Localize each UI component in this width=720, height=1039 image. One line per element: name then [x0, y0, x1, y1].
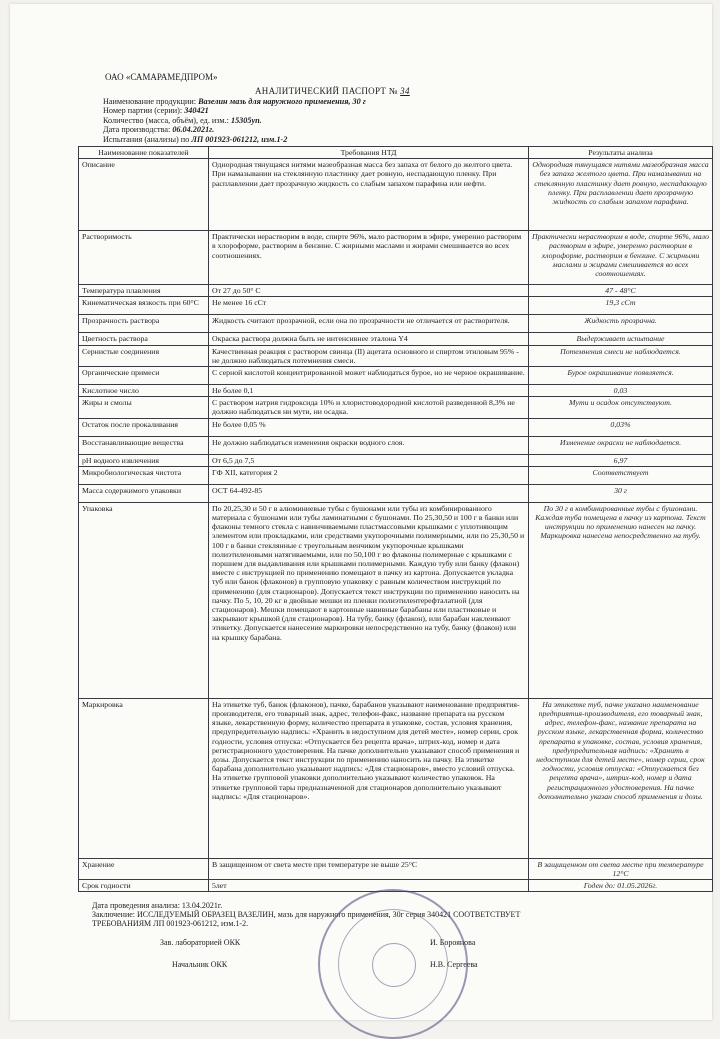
table-row — [79, 315, 713, 333]
row-name-cell: Маркировка — [79, 698, 209, 858]
meta-label: Испытания (анализы) по — [103, 134, 190, 144]
row-requirement-cell: По 20,25,30 и 50 г в алюминиевые тубы с бушонами или тубы из комбинированного материала с бушонами или тубы ламинатными с бушонами. По 25,30,50 и 100 г в банки или флаконы темного стекла с навинчиваемыми пластмассовыми крышками с уплотняющим элементом или прокладками, или средствами укупорочными полимерными, или по 25,30,50 и 100 г в банки стеклянные с треугольным венчиком укупорочные крышками полиэтиленовыми натягиваемыми, или по 50,100 г во флаконы полимерные с крышками с поршнем для выдавливания или крышками полимерными. Каждую тубу или банку (флакон) вместе с инструкцией по применению помещают в пачку из картона. Допускается укладка туб или банок (флаконов) в групповую упаковку с равным количеством инструкций по применению (для стационаров). Допускается текст инструкции по применению наносить на пачку. По 5, 10, 20 кг в двойные мешки из пленки полиэтилентерефталатной (для стационаров). Мешки помещают в картонные навивные барабаны или пластиковые и закрывают крышкой (для стационаров). На тубу, банку (флакон), или барабан наклеивают этикетку. Допускается нанесение маркировки непосредственно на тубу, банку (флакон) или на крышку барабана. — [209, 502, 529, 698]
meta-qty — [103, 116, 366, 125]
table-row — [79, 502, 713, 698]
row-name-cell: Восстанавливающие вещества — [79, 436, 209, 454]
row-name-cell: Кислотное число — [79, 385, 209, 397]
row-requirement-cell: С серной кислотой концентрированной может наблюдаться бурое, но не черное окрашивание. — [209, 367, 529, 385]
row-name-cell: Кинематическая вязкость при 60°С — [79, 297, 209, 315]
conclusion-line-2: ТРЕБОВАНИЯМ ЛП 001923-061212, изм.1-2. — [92, 919, 249, 928]
meta-value: 15305уп. — [230, 115, 262, 125]
product-meta — [103, 97, 366, 144]
row-result-cell: 0,03% — [529, 418, 713, 436]
row-result-cell: Мути и осадок отсутствуют. — [529, 397, 713, 418]
row-requirement-cell: Не более 0,05 % — [209, 418, 529, 436]
meta-label: Количество (масса, объём), ед. изм.: — [103, 115, 229, 125]
meta-label: Дата производства: — [103, 125, 171, 135]
meta-batch — [103, 106, 366, 115]
table-row — [79, 436, 713, 454]
row-requirement-cell: Окраска раствора должна быть не интенсивнее эталона Y4 — [209, 333, 529, 345]
table-row — [79, 159, 713, 231]
meta-value: ЛП 001923-061212, изм.1-2 — [191, 134, 288, 144]
row-result-cell: Бурое окрашивание появляется. — [529, 367, 713, 385]
meta-label: Наименование продукции: — [103, 97, 197, 106]
table-row — [79, 454, 713, 466]
row-result-cell: Годен до: 01.05.2026г. — [529, 880, 713, 892]
header-cell: Требования НТД — [209, 147, 529, 159]
lab-head-name: И. Бороянова — [430, 938, 476, 947]
row-requirement-cell: Качественная реакция с раствором свинца (II) ацетата основного и спиртом этиловым 95% - не должно наблюдаться потемнения смеси. — [209, 345, 529, 366]
meta-product — [103, 97, 366, 106]
table-row — [79, 466, 713, 484]
row-result-cell: 19,3 сСт — [529, 297, 713, 315]
title-text: АНАЛИТИЧЕСКИЙ ПАСПОРТ № — [255, 86, 398, 96]
lab-head-label: Зав. лабораторией ОКК — [160, 938, 241, 947]
header-cell: Результаты анализа — [529, 147, 713, 159]
row-requirement-cell: С раствором натрия гидроксида 10% и хлористоводородной кислотой разведенной 8,3% не должно наблюдаться ни мути, ни осадка. — [209, 397, 529, 418]
row-name-cell: Масса содержимого упаковки — [79, 484, 209, 502]
table-row — [79, 297, 713, 315]
row-name-cell: Сернистые соединения — [79, 345, 209, 366]
row-name-cell: Остаток после прокаливания — [79, 418, 209, 436]
table-row — [79, 397, 713, 418]
row-name-cell: Срок годности — [79, 880, 209, 892]
row-requirement-cell: Жидкость считают прозрачной, если она по прозрачности не отличается от растворителя. — [209, 315, 529, 333]
row-result-cell: По 30 г в комбинированные тубы с бушонами. Каждая туба помещена в пачку из картона. Текст инструкции по применению нанесен на пачку. Маркировка нанесена непосредственно на тубу. — [529, 502, 713, 698]
row-name-cell: Прозрачность раствора — [79, 315, 209, 333]
row-name-cell: Органические примеси — [79, 367, 209, 385]
row-requirement-cell: Практически нерастворим в воде, спирте 96%, мало растворим в эфире, умеренно растворим в хлороформе, растворим в бензине. С жирными маслами и жирами смешивается во всех соотношениях. — [209, 231, 529, 285]
row-requirement-cell: 5лет — [209, 880, 529, 892]
meta-label: Номер партии (серии): — [103, 106, 183, 116]
row-requirement-cell: От 6,5 до 7,5 — [209, 454, 529, 466]
row-result-cell: 30 г — [529, 484, 713, 502]
row-result-cell: Жидкость прозрачна. — [529, 315, 713, 333]
table-row — [79, 333, 713, 345]
analysis-date: Дата проведения анализа: 13.04.2021г. — [92, 901, 223, 910]
table-header-row — [79, 147, 713, 159]
table-row — [79, 345, 713, 366]
title-number: 34 — [400, 86, 410, 96]
table-row — [79, 418, 713, 436]
header-cell: Наименование показателей — [79, 147, 209, 159]
row-result-cell: Практически нерастворим в воде, спирте 96%, мало растворим в эфире, умеренно растворим в хлороформе, растворим в бензине. С жирными маслами и жирами смешивается во всех соотношениях. — [529, 231, 713, 285]
meta-value: Вазелин мазь для наружного применения, 30 г — [198, 97, 366, 106]
row-result-cell: Выдерживает испытание — [529, 333, 713, 345]
row-result-cell: 6,97 — [529, 454, 713, 466]
row-name-cell: Описание — [79, 159, 209, 231]
row-requirement-cell: На этикетке туб, банок (флаконов), пачке, барабанов указывают наименование предприятия-производителя, его товарный знак, адрес, телефон-факс, название препарата на русском языке, лекарственную форму, количество препарата в упаковке, состав, условия хранения, предупредительную надпись: «Хранить в недоступном для детей месте», номер серии, срок годности, условия отпуска: «Отпускается без рецепта врача», штрих-код, номер и дата регистрационного удостоверения. На пачке дополнительно указывают способ применения и дозы. Допускается текст инструкции по применению наносить на пачку. На этикетке барабана дополнительно указывают надпись: «Для стационаров», вместо условий отпуска. На этикетке групповой упаковки дополнительно указывают количество упаковок. На этикетке групповой тары предназначенной для стационаров дополнительно указывают надпись: «Для стационаров». — [209, 698, 529, 858]
table-row — [79, 385, 713, 397]
row-result-cell: Соответствует — [529, 466, 713, 484]
row-requirement-cell: В защищенном от света месте при температуре не выше 25°С — [209, 858, 529, 879]
table-row — [79, 484, 713, 502]
row-requirement-cell: От 27 до 50° С — [209, 285, 529, 297]
table-row — [79, 858, 713, 879]
okk-head-label: Начальник ОКК — [172, 960, 228, 969]
row-result-cell: На этикетке туб, пачке указано наименование предприятия-производителя, его товарный знак, адрес, телефон-факс, название препарата на русском языке, лекарственная форма, количество препарата в упаковке, состав, условия хранения, предупредительная надпись: «Хранить в недоступном для детей месте», номер серии, срок годности, условия отпуска: «Отпускается без рецепта врача», штрих-код, номер и дата регистрационного удостоверения. На пачке дополнительно указан способ применения и дозы. — [529, 698, 713, 858]
table-row — [79, 285, 713, 297]
meta-value: 340421 — [184, 106, 209, 116]
row-requirement-cell: Не более 0,1 — [209, 385, 529, 397]
table-row — [79, 367, 713, 385]
conclusion-line-1: Заключение: ИССЛЕДУЕМЫЙ ОБРАЗЕЦ ВАЗЕЛИН, мазь для наружного применения, 30г серия 340421 СООТВЕТСТВУЕТ — [92, 910, 521, 919]
row-result-cell: В защищенном от света месте при температуре 12°С — [529, 858, 713, 879]
meta-tests — [103, 135, 366, 144]
row-name-cell: Жиры и смолы — [79, 397, 209, 418]
meta-value: 06.04.2021г. — [172, 125, 215, 135]
row-result-cell: 47 - 48°С — [529, 285, 713, 297]
row-requirement-cell: Однородная тянущаяся нитями мазеобразная масса без запаха от белого до желтого цвета. При намазывании на стеклянную пластинку дает ровную, неспадающую пленку. При расплавлении дает прозрачную жидкость со слабым запахом парафина или нефти. — [209, 159, 529, 231]
row-name-cell: Микробиологическая чистота — [79, 466, 209, 484]
row-requirement-cell: ОСТ 64-492-85 — [209, 484, 529, 502]
okk-head-name: Н.В. Сергеева — [430, 960, 478, 969]
document-title — [255, 86, 410, 96]
seal-core — [372, 943, 416, 987]
row-result-cell: 0,03 — [529, 385, 713, 397]
row-name-cell: Растворимость — [79, 231, 209, 285]
row-name-cell: Температура плавления — [79, 285, 209, 297]
table-row — [79, 698, 713, 858]
row-result-cell: Однородная тянущаяся нитями мазеобразная масса без запаха желтого цвета. При намазывании на стеклянную пластинку дает ровную, неспадающую пленку. При расплавлении дает прозрачную жидкость со слабым запахом парафина. — [529, 159, 713, 231]
row-requirement-cell: Не менее 16 сСт — [209, 297, 529, 315]
row-name-cell: Упаковка — [79, 502, 209, 698]
row-name-cell: рН водного извлечения — [79, 454, 209, 466]
row-name-cell: Цветность раствора — [79, 333, 209, 345]
company-name: ОАО «САМАРАМЕДПРОМ» — [105, 72, 218, 82]
document-sheet — [10, 4, 712, 1020]
row-result-cell: Потемнения смеси не наблюдается. — [529, 345, 713, 366]
row-name-cell: Хранение — [79, 858, 209, 879]
spec-table — [78, 146, 713, 892]
row-requirement-cell: ГФ XII, категория 2 — [209, 466, 529, 484]
company-seal — [318, 889, 468, 1039]
row-requirement-cell: Не должно наблюдаться изменения окраски водного слоя. — [209, 436, 529, 454]
row-result-cell: Изменение окраски не наблюдается. — [529, 436, 713, 454]
meta-date — [103, 125, 366, 134]
table-row — [79, 231, 713, 285]
